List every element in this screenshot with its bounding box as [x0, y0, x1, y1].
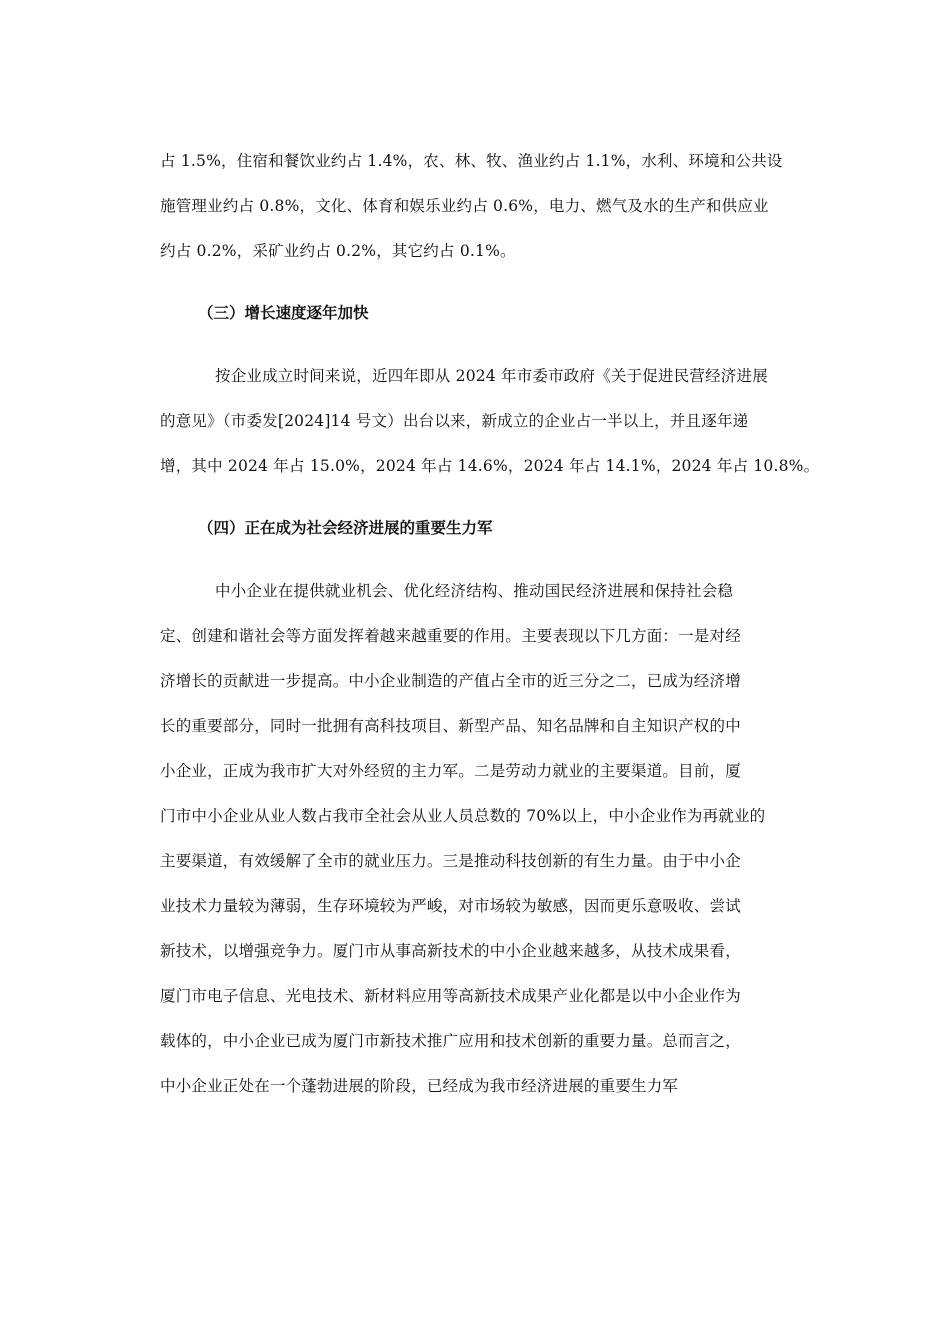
text-line: 中小企业正处在一个蓬勃进展的阶段，已经成为我市经济进展的重要生力军: [160, 1077, 679, 1095]
text-line: 的意见》（市委发[2024]14 号文）出台以来，新成立的企业占一半以上，并且逐年递: [160, 412, 749, 430]
text-line: 长的重要部分，同时一批拥有高科技项目、新型产品、知名品牌和自主知识产权的中: [160, 717, 741, 735]
text-line: 门市中小企业从业人数占我市全社会从业人员总数的 70%以上，中小企业作为再就业的: [160, 807, 766, 825]
text-line: 按企业成立时间来说，近四年即从 2024 年市委市政府《关于促进民营经济进展: [215, 367, 768, 385]
text-line: 施管理业约占 0.8%，文化、体育和娱乐业约占 0.6%，电力、燃气及水的生产和供应业: [160, 197, 769, 215]
text-line: 约占 0.2%，采矿业约占 0.2%，其它约占 0.1%。: [160, 242, 516, 260]
text-line: 中小企业在提供就业机会、优化经济结构、推动国民经济进展和保持社会稳: [215, 582, 734, 600]
section-heading-growth: （三）增长速度逐年加快: [198, 304, 369, 322]
text-line: 厦门市电子信息、光电技术、新材料应用等高新技术成果产业化都是以中小企业作为: [160, 987, 741, 1005]
text-line: 载体的，中小企业已成为厦门市新技术推广应用和技术创新的重要力量。总而言之，: [160, 1032, 741, 1050]
text-line: 新技术，以增强竞争力。厦门市从事高新技术的中小企业越来越多，从技术成果看，: [160, 942, 741, 960]
section-heading-major-force: （四）正在成为社会经济进展的重要生力军: [198, 519, 493, 537]
text-line: 占 1.5%，住宿和餐饮业约占 1.4%，农、林、牧、渔业约占 1.1%，水利、环境和公共设: [160, 152, 783, 170]
text-line: 定、创建和谐社会等方面发挥着越来越重要的作用。主要表现以下几方面：一是对经: [160, 627, 741, 645]
text-line: 业技术力量较为薄弱，生存环境较为严峻，对市场较为敏感，因而更乐意吸收、尝试: [160, 897, 741, 915]
text-line: 主要渠道，有效缓解了全市的就业压力。三是推动科技创新的有生力量。由于中小企: [160, 852, 741, 870]
text-line: 增，其中 2024 年占 15.0%，2024 年占 14.6%，2024 年占 14.1%，2024 年占 10.8%。: [160, 457, 820, 475]
text-line: 小企业，正成为我市扩大对外经贸的主力军。二是劳动力就业的主要渠道。目前，厦: [160, 762, 741, 780]
text-line: 济增长的贡献进一步提高。中小企业制造的产值占全市的近三分之二，已成为经济增: [160, 672, 741, 690]
